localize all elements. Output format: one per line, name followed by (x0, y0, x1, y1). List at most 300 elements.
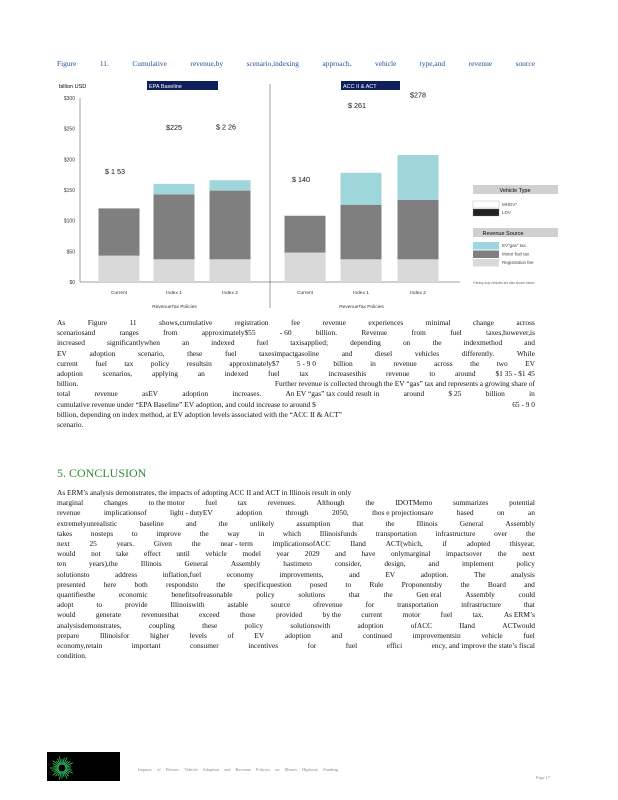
bar-segment (99, 208, 140, 255)
text-word: Figure (87, 318, 108, 327)
text-word: EV (254, 630, 265, 640)
text-word: both (134, 579, 148, 589)
text-word: Gen eral (416, 590, 442, 600)
text-word: vehicle (205, 549, 227, 559)
text-word: an (197, 369, 205, 379)
text-word: analysisdemonstrates, (57, 620, 122, 630)
text-word: by the (322, 610, 341, 620)
text-word: impactsover (445, 549, 482, 559)
text-word: across (434, 358, 453, 368)
text-word: increasesthis (328, 369, 367, 379)
text-word: The (474, 569, 486, 579)
text-word: provided (275, 610, 303, 620)
text-line (57, 410, 535, 420)
text-line (57, 359, 535, 369)
text-word: and (341, 348, 353, 358)
data-label: $ 140 (292, 175, 310, 185)
text-word: ACTwould (502, 620, 535, 630)
group-header-label: ACC II & ACT (343, 84, 377, 90)
text-word: next (522, 549, 535, 559)
text-line (57, 559, 535, 569)
text-word: $ 25 (448, 389, 462, 399)
text-word: While (516, 348, 535, 358)
text-word: exceed (199, 610, 220, 620)
text-word: that (523, 600, 535, 610)
y-tick-label: $200 (63, 157, 75, 164)
text-word: thisyear, (509, 539, 535, 549)
caption-word: revenue,by (190, 59, 224, 68)
text-word: fuel (205, 498, 218, 508)
bar-segment (285, 216, 326, 253)
text-word: important (131, 641, 161, 651)
text-word: and (331, 630, 343, 640)
text-word: those (239, 610, 256, 620)
text-word: transportation (375, 528, 417, 538)
y-tick-label: $150 (63, 188, 75, 194)
text-word: IIand (350, 539, 366, 549)
text-word: ten (57, 559, 67, 569)
text-word: billion (485, 389, 505, 399)
caption-word: approach, (322, 59, 352, 68)
text-word: and (185, 518, 197, 528)
text-word: incentives (248, 641, 279, 651)
text-word: Illinoiswith (170, 600, 205, 610)
data-label: $278 (410, 90, 426, 100)
text-word: nosteps (90, 528, 114, 538)
y-tick-label: $50 (66, 249, 75, 256)
text-word: the (525, 528, 535, 538)
caption-word: 11. (99, 59, 109, 68)
text-word: fuel (95, 358, 107, 368)
text-word: Board (487, 579, 506, 589)
text-word: billion. (57, 379, 79, 389)
text-word: scenariosand (57, 328, 96, 338)
data-label: $ 261 (348, 100, 366, 110)
text-word: economy,retain (57, 641, 103, 651)
text-word: 2050, (332, 508, 349, 518)
text-word: higher (150, 630, 169, 640)
caption-word: Cumulative (132, 59, 167, 68)
caption-word: Figure (57, 59, 77, 68)
text-word: based (456, 508, 474, 518)
bar-segment (99, 256, 140, 282)
text-line (57, 600, 535, 610)
text-word: asEV (142, 389, 159, 399)
text-word: Revenue (361, 328, 388, 338)
text-word: that (352, 518, 364, 528)
bar-segment (285, 253, 326, 282)
text-word: for (307, 641, 317, 651)
text-word: adopted (466, 539, 491, 549)
text-line (57, 369, 535, 379)
text-word: total (57, 389, 71, 399)
legend-swatch (473, 201, 499, 208)
legend-item-label: LDV (502, 210, 511, 215)
text-word: continued (362, 630, 392, 640)
text-word: billion (333, 358, 353, 368)
text-word: an (527, 508, 535, 518)
text-word: source (270, 600, 291, 610)
text-word: Although (316, 498, 345, 508)
bar-segment (154, 194, 195, 259)
text-word: depending (350, 338, 381, 348)
text-word: fuel (256, 338, 269, 348)
text-word: presented (57, 579, 86, 589)
text-word: significantlywhen (107, 338, 160, 348)
text-word: in (370, 358, 376, 368)
x-tick-label: Current (297, 291, 313, 296)
text-line (57, 570, 535, 580)
legend-swatch (473, 259, 499, 267)
y-tick-label: $100 (63, 218, 75, 225)
text-word: effici (386, 641, 403, 651)
bar-segment (341, 259, 382, 282)
text-line (57, 641, 535, 651)
text-word: extremelyunrealistic (57, 518, 118, 528)
text-word: taxes,however,is (486, 328, 535, 338)
text-word: As ERM’s (503, 610, 535, 620)
text-word: from (411, 328, 426, 338)
text-word: increases. (232, 389, 262, 399)
text-line (57, 338, 535, 348)
text-word: condition. (57, 651, 87, 661)
text-line (57, 379, 535, 389)
text-word: indexed (224, 369, 249, 379)
text-word: consumer (189, 641, 219, 651)
text-word: minimal (425, 318, 451, 327)
text-word: vehicle (481, 630, 503, 640)
text-word: fuel (268, 369, 280, 379)
y-axis-label: billion USD (59, 84, 87, 90)
text-word: change (472, 318, 494, 327)
text-word: unlikely (249, 518, 275, 528)
company-logo (47, 752, 120, 781)
text-word: in (529, 389, 535, 399)
bar-segment (210, 259, 251, 282)
text-word: adoption (89, 348, 116, 358)
legend-revenue-title: Revenue Source (482, 231, 524, 237)
bar-segment (154, 184, 195, 194)
text-word: taxesimpactgasoline (259, 348, 320, 358)
text-word: inflation,fuel (162, 569, 202, 579)
bar-segment (398, 155, 439, 200)
text-word: adoption. (420, 569, 449, 579)
text-word: taxisapplied; (290, 338, 328, 348)
text-word: next (57, 539, 70, 549)
text-word: and (428, 559, 440, 569)
text-word: General (459, 518, 484, 528)
text-word: revenues. (267, 498, 296, 508)
text-word: scenario. (57, 420, 84, 430)
text-word: shows,cumulative (159, 318, 213, 327)
text-word: policy (256, 590, 275, 600)
revenue-chart (55, 76, 565, 316)
x-tick-label: Current (111, 291, 127, 296)
text-word: effect (144, 549, 161, 559)
legend-item-label: Registration fee (502, 260, 534, 265)
bar-segment (341, 205, 382, 260)
bar-segment (210, 180, 251, 190)
text-word: revenue (386, 369, 410, 379)
text-word: fee (290, 318, 301, 327)
text-word: years),the (88, 559, 118, 569)
caption-word: source (515, 59, 535, 68)
text-word: the (432, 338, 442, 348)
text-word: assumption (296, 518, 331, 528)
text-word: to (131, 528, 138, 538)
text-word: 2029 (304, 549, 320, 559)
text-word: benefitsofreasonable (171, 590, 233, 600)
text-word: differently. (461, 348, 495, 358)
legend-item-label: Motor fuel tax (502, 251, 530, 257)
text-word: ACT(which, (385, 539, 423, 549)
text-word: infrastructure (435, 528, 476, 538)
section-heading: 5. CONCLUSION (57, 466, 147, 480)
text-word: fuel (224, 348, 237, 358)
text-word: adoption (284, 630, 311, 640)
text-line (57, 580, 535, 590)
text-word: respondsto (165, 579, 199, 589)
text-word: infrastructure (461, 600, 501, 610)
text-word: implicationsof (103, 508, 147, 518)
text-word: the (497, 549, 507, 559)
text-word: solutionswith (290, 620, 331, 630)
text-word: to (96, 600, 103, 610)
text-word: As (57, 318, 66, 327)
text-word: that (348, 590, 360, 600)
text-word: revenue (393, 358, 417, 368)
text-word: model (242, 549, 261, 559)
text-word: the (383, 590, 393, 600)
text-word: the (460, 579, 470, 589)
text-word: - 60 (279, 328, 292, 338)
text-word: on (402, 338, 411, 348)
text-word: adoption (357, 620, 384, 630)
text-word: tax. (472, 610, 484, 620)
legend-item-label: MHDV* (502, 202, 518, 207)
text-word: from (163, 328, 178, 338)
text-line (57, 389, 535, 399)
legend-swatch (473, 251, 499, 259)
text-word: Assembly (465, 590, 495, 600)
text-word: in (258, 528, 265, 538)
text-word: approximately$55 (201, 328, 256, 338)
x-group-label: RevenueTax Policies (152, 305, 197, 310)
text-line (57, 400, 535, 410)
text-word: would (57, 610, 76, 620)
text-line (57, 420, 535, 430)
text-line (57, 349, 535, 359)
text-word: on (497, 508, 505, 518)
text-word: As ERM’s analysis demonstrates, the impacts of adopting ACC II and ACT in Illinois result in only (57, 488, 352, 497)
text-word: the (365, 498, 375, 508)
text-word: implement (461, 559, 494, 569)
text-word: address (115, 569, 138, 579)
y-tick-label: $250 (63, 126, 75, 133)
text-word: prepare (57, 630, 80, 640)
text-word: solutions (298, 590, 326, 600)
text-word: Assembly (505, 518, 535, 528)
text-line (57, 328, 535, 338)
text-word: ranges (119, 328, 139, 338)
text-word: Further revenue is collected through the EV “gas” tax and represents a growing share of (274, 379, 535, 389)
text-word: ofACC (410, 620, 433, 630)
text-word: Given (153, 539, 172, 549)
text-word: analysis (511, 569, 535, 579)
text-word: policy (150, 358, 170, 368)
text-line (57, 539, 535, 549)
text-word: adoption (236, 508, 263, 518)
text-word: billion. (315, 328, 338, 338)
text-word: tax (124, 358, 134, 368)
text-word: fuel (345, 641, 358, 651)
x-tick-label: Index 1 (353, 291, 369, 296)
text-word: Assembly (230, 559, 261, 569)
x-tick-label: Index 1 (166, 291, 182, 296)
data-label: $225 (166, 123, 182, 132)
text-word: for (365, 600, 375, 610)
text-word: revenuesthat (141, 610, 179, 620)
text-word: through (285, 508, 309, 518)
text-word: current (57, 358, 78, 368)
paragraph-revenue (57, 318, 535, 430)
y-tick-label: $300 (63, 96, 75, 102)
text-word: and (335, 549, 346, 559)
text-word: Rule (369, 579, 384, 589)
text-word: have (361, 549, 376, 559)
text-word: coupling (148, 620, 175, 630)
text-word: scenario, (138, 348, 165, 358)
text-word: implicationsofACC (272, 539, 331, 549)
legend-swatch (473, 209, 499, 216)
text-word: consider, (334, 559, 362, 569)
text-word: take (116, 549, 129, 559)
text-word: generate (95, 610, 121, 620)
text-word: fuel (440, 610, 453, 620)
bar-segment (341, 173, 382, 205)
text-line (57, 488, 535, 498)
text-word: improvements, (279, 569, 324, 579)
text-word: vehicles (414, 348, 440, 358)
text-word: indexmethod (463, 338, 503, 348)
text-word: diesel (375, 348, 393, 358)
text-word: the (216, 579, 226, 589)
bar-segment (398, 259, 439, 282)
text-word: of (227, 630, 234, 640)
paragraph-conclusion (57, 488, 535, 661)
x-group-label: RevenueTax Policies (339, 305, 384, 310)
text-word: here (103, 579, 117, 589)
text-word: resultsin (186, 358, 212, 368)
footer-text: Impacts of Electric Vehicle Adoption and Revenue Policies on Illinois Highway Funding (138, 767, 338, 772)
caption-word: revenue (468, 59, 493, 68)
text-word: 11 (129, 318, 137, 327)
text-word: Proponentsby (401, 579, 443, 589)
text-word: cumulative revenue under “EPA Baseline” EV adoption, and could increase to around $ (57, 399, 316, 409)
text-word: would (57, 549, 76, 559)
text-word: over (494, 528, 508, 538)
text-word: An EV “gas” tax could result in (285, 389, 380, 399)
text-word: quantifiesthe (57, 590, 96, 600)
text-word: across (516, 318, 535, 327)
text-word: to the motor (148, 498, 185, 508)
text-word: fuel (523, 630, 535, 640)
legend-swatch (473, 242, 499, 250)
text-word: not (91, 549, 101, 559)
text-word: thos e projectionsare (372, 508, 434, 518)
text-word: $1 35 - $1 45 (495, 369, 535, 379)
text-line (57, 631, 535, 641)
text-word: policy (244, 620, 264, 630)
text-word: provide (124, 600, 148, 610)
text-word: astable (227, 600, 248, 610)
x-tick-label: Index 2 (222, 291, 238, 296)
text-word: increased (57, 338, 85, 348)
text-word: these (202, 620, 218, 630)
text-word: ofrevenue (313, 600, 343, 610)
text-word: economic (118, 590, 148, 600)
text-line (57, 529, 535, 539)
text-word: IIand (459, 620, 475, 630)
text-line (57, 508, 535, 518)
text-word: improve (156, 528, 181, 538)
text-word: tax (237, 498, 247, 508)
text-word: posed (309, 579, 328, 589)
text-word: two (496, 358, 508, 368)
figure-caption (57, 59, 535, 68)
text-line (57, 651, 535, 661)
text-word: levels (189, 630, 207, 640)
text-word: 5 - 9 0 (296, 358, 316, 368)
text-word: revenue (322, 318, 346, 327)
caption-word: vehicle (374, 59, 397, 68)
text-word: near - term (220, 539, 253, 549)
legend-item-label: EV"gas" tax (502, 243, 526, 248)
text-word: around (403, 389, 425, 399)
text-word: adopt (57, 600, 74, 610)
text-word: potential (509, 498, 535, 508)
text-word: around (455, 369, 476, 379)
text-word: which (282, 528, 301, 538)
text-word: scenarios, (102, 369, 133, 379)
text-word: if (442, 539, 448, 549)
text-word: motor (402, 610, 421, 620)
text-word: current (361, 610, 383, 620)
text-word: IDOTMemo (395, 498, 433, 508)
caption-word: scenario,indexing (246, 59, 299, 68)
text-word: the (199, 528, 209, 538)
text-word: onlymarginal (390, 549, 431, 559)
legend-vehicle-title: Vehicle Type (499, 188, 531, 194)
text-word: transportation (397, 600, 439, 610)
bar-segment (154, 259, 195, 282)
text-word: adoption (182, 389, 209, 399)
text-word: light - dutyEV (170, 508, 213, 518)
text-word: General (184, 559, 208, 569)
text-word: EV (525, 358, 535, 368)
data-label: $ 2 26 (216, 122, 236, 132)
data-label: $ 1 53 (105, 167, 125, 177)
text-line (57, 498, 535, 508)
text-word: and (524, 579, 535, 589)
text-word: and (524, 338, 535, 348)
text-word: EV (57, 348, 67, 358)
text-word: could (518, 590, 535, 600)
text-word: baseline (139, 518, 164, 528)
text-word: changes (103, 498, 128, 508)
text-word: billion, depending on index method, at EV adoption levels associated with the “ACC II & ACT” (57, 409, 342, 419)
text-word: ency, and improve the state’s fiscal (431, 641, 535, 651)
